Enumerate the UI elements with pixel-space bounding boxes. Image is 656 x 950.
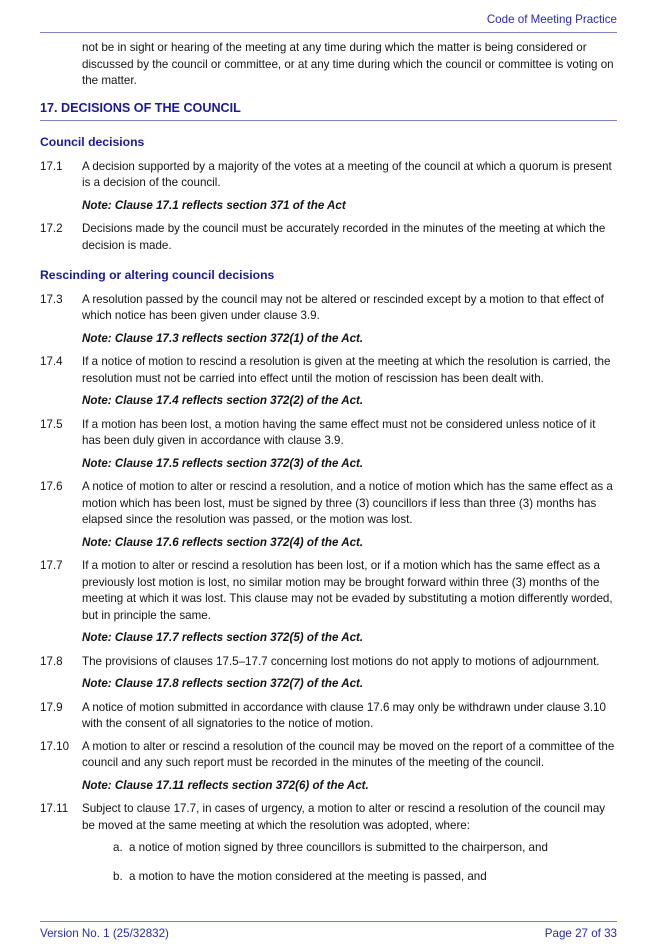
clause-text: A notice of motion to alter or rescind a resolution, and a notice of motion which has the same effect as a motion which has been lost, must be signed by three (3) councillors if less than three (3) months has elapsed since the resolution was passed, or the motion was lost. (82, 480, 613, 526)
clause-note: Note: Clause 17.6 reflects section 372(4) of the Act. (82, 535, 364, 549)
clause-text: If a motion to alter or rescind a resolution has been lost, or if a motion which has the same effect as a previously lost motion is lost, no similar motion may be brought forward within three (3) months of the meeting at which it was lost. This clause may not be evaded by substituting a motion differently worded, but in principle the same. (82, 559, 613, 622)
clause-item (40, 292, 617, 325)
clause-number: 17.3 (40, 292, 63, 306)
clause-item (40, 739, 617, 772)
clause-number: 17.11 (40, 802, 69, 815)
clause-text: A decision supported by a majority of the votes at a meeting of the council at which a quorum is present is a decision of the council. (82, 159, 612, 189)
clause-text: Subject to clause 17.7, in cases of urgency, a motion to alter or rescind a resolution of the council may be moved at the same meeting at which the resolution was adopted, where: (82, 802, 606, 832)
content-blocks (40, 134, 617, 885)
page-header (40, 0, 617, 33)
clause-item (40, 221, 617, 254)
clause-item (40, 159, 617, 192)
clause-note: Note: Clause 17.7 reflects section 372(5) of the Act. (82, 631, 364, 644)
sub-list-text: a notice of motion signed by three councillors is submitted to the chairperson, and (129, 841, 548, 854)
clause-number: 17.7 (40, 559, 63, 572)
clause-text: A motion to alter or rescind a resolution of the council may be moved on the report of a committee of the council and any such report must be recorded in the minutes of the meeting of the council. (82, 739, 615, 769)
clause-text: A notice of motion submitted in accordance with clause 17.6 may only be withdrawn under clause 3.10 with the consent of all signatories to the notice of motion. (82, 700, 606, 730)
document-title: Code of Meeting Practice (486, 13, 617, 26)
subsection-heading: Council decisions (40, 135, 145, 149)
clause-item (40, 417, 617, 450)
clause-note: Note: Clause 17.11 reflects section 372(6) of the Act. (82, 778, 369, 792)
clause-note: Note: Clause 17.5 reflects section 372(3) of the Act. (82, 456, 364, 470)
clause-text: If a motion has been lost, a motion having the same effect must not be considered unless notice of it has been duly given in accordance with clause 3.9. (82, 417, 596, 447)
clause-number: 17.9 (40, 700, 63, 714)
clause-text: A resolution passed by the council may not be altered or rescinded except by a motion to that effect of which notice has been given under clause 3.9. (82, 292, 604, 322)
clause-note: Note: Clause 17.8 reflects section 372(7) of the Act. (82, 677, 364, 690)
version-label: Version No. 1 (25/32832) (40, 926, 169, 940)
clause-item (40, 654, 617, 671)
sub-list-marker: a. (113, 841, 123, 854)
sub-list-item (113, 869, 617, 886)
clause-number: 17.6 (40, 480, 63, 493)
sub-list-item (113, 840, 617, 857)
section-heading: 17. DECISIONS OF THE COUNCIL (40, 100, 617, 122)
clause-number: 17.10 (40, 739, 70, 753)
sub-list-text: a motion to have the motion considered at the meeting is passed, and (129, 869, 487, 883)
clause-item (40, 700, 617, 733)
document-content (40, 40, 617, 897)
sub-list-marker: b. (113, 869, 123, 883)
clause-item (40, 354, 617, 387)
clause-item (40, 801, 617, 834)
subsection-heading: Rescinding or altering council decisions (40, 268, 275, 282)
clause-note: Note: Clause 17.3 reflects section 372(1) of the Act. (82, 331, 364, 345)
clause-item (40, 479, 617, 529)
clause-number: 17.8 (40, 654, 63, 668)
clause-note: Note: Clause 17.4 reflects section 372(2) of the Act. (82, 394, 364, 407)
clause-note: Note: Clause 17.1 reflects section 371 of the Act (82, 198, 346, 212)
clause-text: Decisions made by the council must be accurately recorded in the minutes of the meeting at which the decision is made. (82, 222, 606, 252)
clause-item (40, 558, 617, 624)
clause-number: 17.5 (40, 417, 63, 431)
clause-text: The provisions of clauses 17.5–17.7 concerning lost motions do not apply to motions of adjournment. (82, 654, 600, 668)
page-footer (40, 921, 617, 943)
clause-text: If a notice of motion to rescind a resolution is given at the meeting at which the resolution is carried, the resolution must not be carried into effect until the motion of rescission has been dealt with. (82, 355, 611, 385)
clause-number: 17.2 (40, 222, 63, 235)
clause-number: 17.1 (40, 159, 63, 173)
clause-number: 17.4 (40, 355, 63, 368)
page-number-label: Page 27 of 33 (544, 926, 617, 940)
continuation-paragraph: not be in sight or hearing of the meeting at any time during which the matter is being considered or discussed by the council or committee, or at any time during which the council or committee is voting on the matter. (82, 41, 614, 87)
